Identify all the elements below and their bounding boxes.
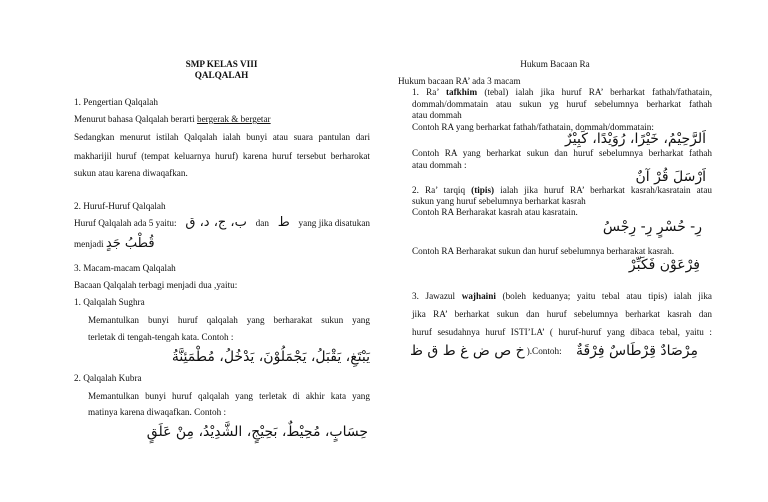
section-heading-macam: 3. Macam-macam Qalqalah [74,263,176,273]
text: 2. Ra’ tarqiq [412,185,472,195]
paragraph-line [74,238,155,250]
paragraph-line: dommah/dommatain atau sukun yg huruf sebelumnya berharkat fathah [412,99,712,109]
arabic-example-line [410,345,712,357]
text: yang jika disatukan [298,218,370,228]
page-title-hukum-ra: Hukum Bacaan Ra [520,59,590,69]
paragraph-line: huruf sesudahnya huruf ISTI’LA’ ( huruf-huruf yang dibaca tebal, yaitu : [412,327,712,337]
paragraph-line: Memantulkan bunyi huruf qalqalah yang berharakat sukun yang [88,315,370,325]
paragraph-line: Bacaan Qalqalah terbagi menjadi dua ,yaitu: [74,280,238,290]
page-title-class: SMP KELAS VIII [185,59,258,69]
bold-term: tafkhim [445,87,478,97]
arabic-letters: ب، ج، د، ق [185,215,247,230]
paragraph-line: Hukum bacaan RA’ ada 3 macam [398,76,521,86]
paragraph-line [74,113,271,125]
bold-term: wajhaini [461,291,496,301]
paragraph-line: Contoh RA yang berharkat sukun dan huruf sebelumnya berharkat fathah [412,148,712,158]
bold-term: (tipis) [471,185,495,195]
text: Menurut bahasa Qalqalah berarti [74,114,197,124]
arabic-letter: ط [277,215,290,230]
text: dan [255,218,269,228]
text: menjadi [74,239,104,249]
paragraph-line: sukun atau karena diwaqafkan. [74,168,188,178]
arabic-example: اَلرَّحِيْمُ، خَيْرًا، رُوَيْدًا، كَبِيْرٌ [565,131,706,147]
paragraph-line: Sedangkan menurut istilah Qalqalah ialah bunyi atau suara pantulan dari [74,132,370,142]
paragraph-line [74,217,370,229]
arabic-example: حِسَابٍ، مُحِيْطٌ، بَحِيْجٍ، الشَّدِيْدُ، مِنْ عَلَقٍ [146,424,368,440]
underlined-text: bergerak & bergetar [196,114,271,124]
isti-la-letters: خ ص ض غ ط ق ظ [410,343,525,359]
section-heading-huruf: 2. Huruf-Huruf Qalqalah [74,201,166,211]
subheading-sughra: 1. Qalqalah Sughra [74,297,145,307]
arabic-example: يَبْتَغِ، يَقْبَلُ، يَجْمَلُوْنَ، يَدْخُلُ، مُطْمَئِنَّةُ [171,349,370,365]
text: 3. Jawazul [412,291,462,301]
paragraph-line: atau dommah : [412,160,467,170]
text: Huruf Qalqalah ada 5 yaitu: [74,218,177,228]
paragraph-line: sukun yang huruf sebelumnya berharkat kasrah [412,196,586,206]
section-heading-pengertian: 1. Pengertian Qalqalah [74,97,158,107]
paragraph-line: Contoh RA Berharakat sukun dan huruf sebelumnya berharakat kasrah. [412,246,675,256]
text: (tebal) ialah jika huruf RA’ berharkat fathah/fathatain, [477,87,712,97]
text: 1. Ra’ [412,87,446,97]
paragraph-line: matinya karena diwaqafkan. Contoh : [88,407,227,417]
paragraph-line: terletak di tengah-tengah kata. Contoh : [88,332,234,342]
arabic-example: فِرْعَوْن فَكَبِّرْ [628,257,700,273]
paragraph-line: atau dommah [412,110,462,120]
page-title-topic: QALQALAH [194,70,249,80]
paragraph-line: Contoh RA Berharakat kasrah atau kasratain. [412,207,578,217]
arabic-example: اَرْسَلَ قُرْ آنٌ [635,169,706,185]
paragraph-line: jika RA’ berharkat sukun dan huruf sebelumnya berharkat kasrah dan [412,309,712,319]
arabic-text: قُطْبُ جَدٍ [105,236,155,251]
subheading-kubra: 2. Qalqalah Kubra [74,373,142,383]
text: (boleh keduanya; yaitu tebal atau tipis) ialah jika [495,291,712,301]
paragraph-line [412,290,712,302]
arabic-example: مِرْصَادٌ قِرْطَاسٌ فِرْقَةٌ [575,343,698,359]
paragraph-line: Contoh RA yang berharkat fathah/fathatain, dommah/dommatain: [412,122,654,132]
text: ).Contoh: [526,346,562,356]
paragraph-line: Memantulkan bunyi huruf qalqalah yang terletak di akhir kata yang [88,391,370,401]
text: ialah jika huruf RA’ berharkat kasrah/kasratain atau [494,185,712,195]
paragraph-line: makharijil huruf (tempat keluarnya huruf) karena huruf tersebut berharokat [74,151,370,161]
arabic-example: رِ- حُسْرٍ رِ- رِجْسُ [602,219,702,235]
paragraph-line [412,86,712,98]
